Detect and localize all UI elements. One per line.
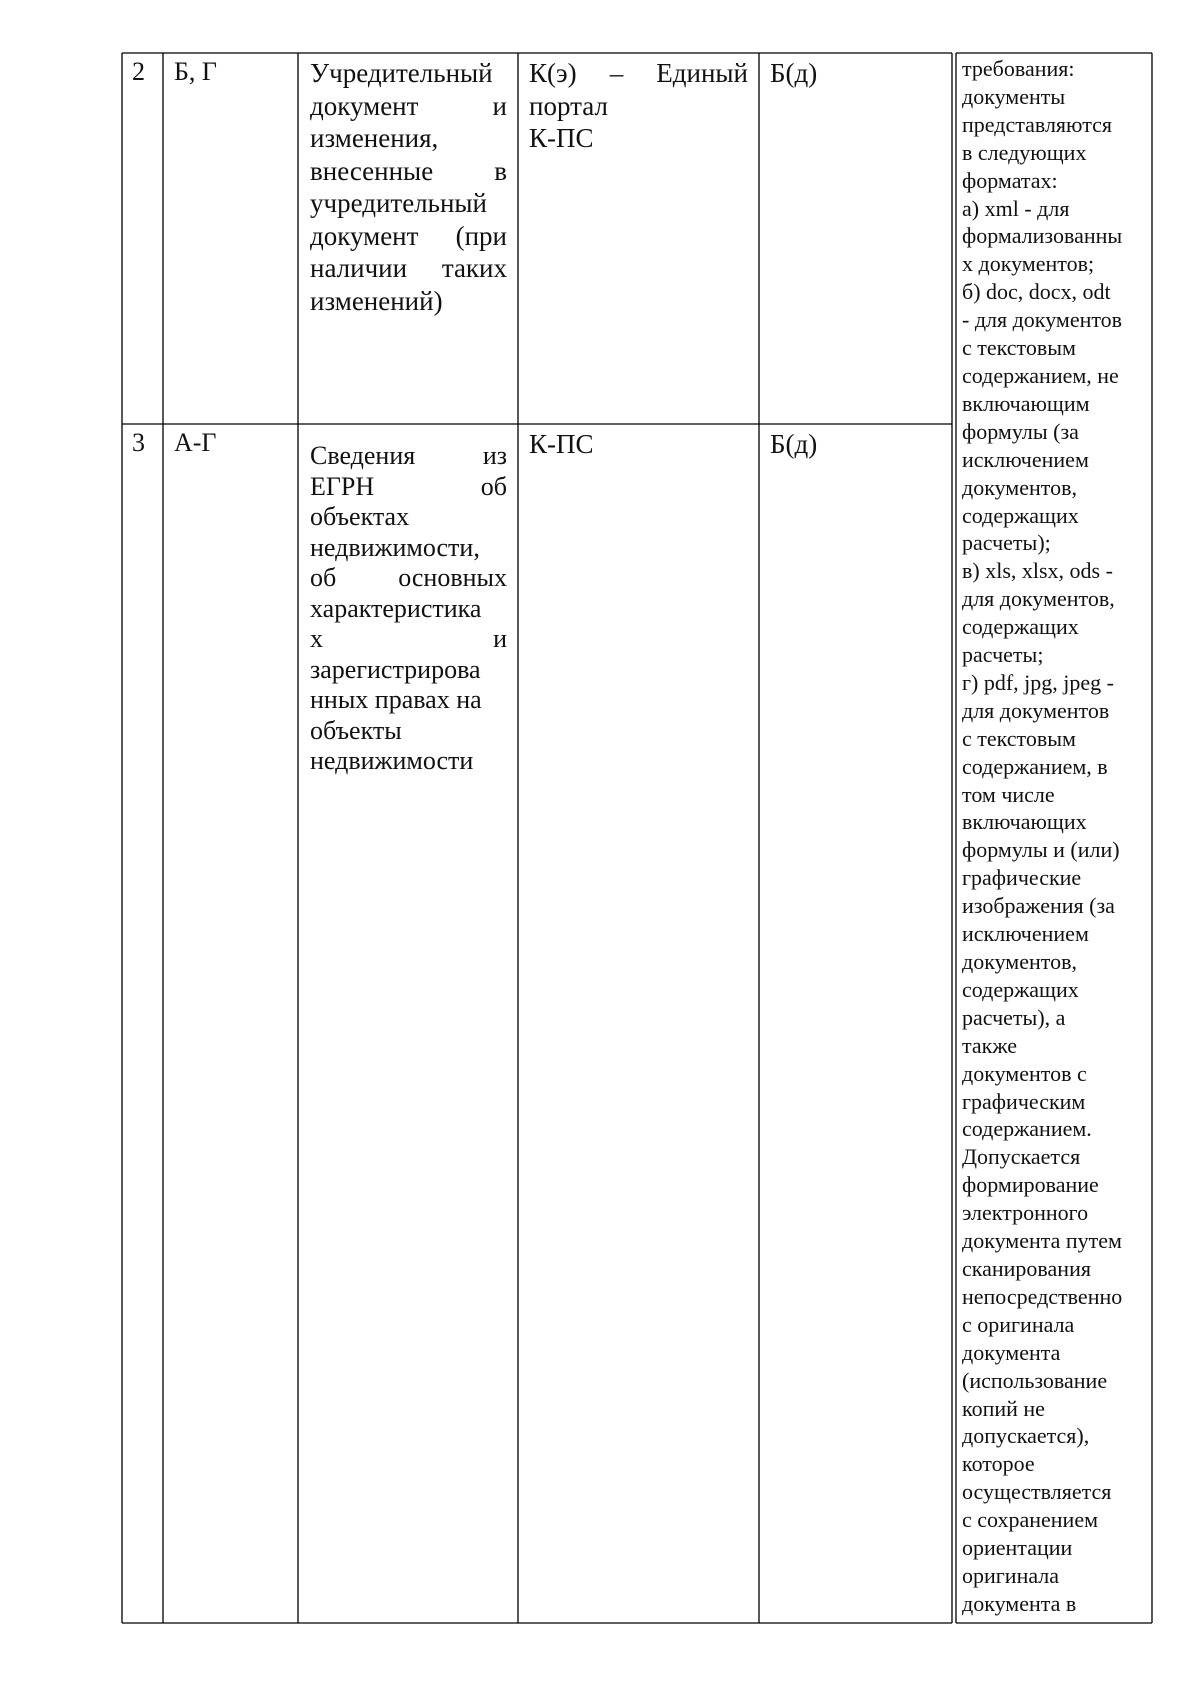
text-line: зарегистрирова xyxy=(310,654,481,684)
requirements-line: графическим xyxy=(962,1088,1086,1114)
text-line: документ и xyxy=(310,90,507,121)
requirements-line: также xyxy=(962,1032,1018,1058)
applicant-codes: А-Г xyxy=(174,428,217,457)
requirements-line: исключением xyxy=(962,921,1089,947)
text-line: объектах xyxy=(310,502,410,531)
text-line: учредительный xyxy=(310,188,488,218)
requirements-line: содержащих xyxy=(962,502,1079,528)
requirements-line: в следующих xyxy=(962,139,1087,165)
document-form: Б(д) xyxy=(770,429,818,459)
requirements-line: документов с xyxy=(962,1060,1087,1086)
requirements-line: документа в xyxy=(962,1590,1077,1616)
document-name xyxy=(310,441,507,777)
requirements-line: г) pdf, jpg, jpeg - xyxy=(962,669,1114,695)
requirements-line: копий не xyxy=(962,1395,1045,1421)
requirements-line: расчеты); xyxy=(962,530,1051,556)
submission-channel xyxy=(529,57,748,155)
requirements-line: содержащих xyxy=(962,614,1079,640)
text-line: К(э) – Единый xyxy=(529,58,748,88)
requirements-line: содержанием, в xyxy=(962,753,1108,779)
text-line: Учредительный xyxy=(310,58,493,88)
requirements-line: содержанием. xyxy=(962,1116,1092,1142)
requirements-line: в) xls, xlsx, ods - xyxy=(962,558,1113,584)
requirements-line: сканирования xyxy=(962,1255,1091,1281)
requirements-line: оригинала xyxy=(962,1562,1060,1588)
text-line: х и xyxy=(310,624,507,653)
requirements-line: допускается), xyxy=(962,1423,1090,1449)
document-name xyxy=(310,57,507,317)
requirements-line: формализованны xyxy=(962,223,1123,249)
applicant-codes: Б, Г xyxy=(174,57,217,86)
requirements-line: документов, xyxy=(962,949,1077,974)
submission-channel: К-ПС xyxy=(529,429,594,459)
requirements-line: с сохранением xyxy=(962,1507,1099,1533)
requirements-line: которое xyxy=(962,1451,1035,1477)
text-line: недвижимости, xyxy=(310,532,480,562)
requirements-line: включающим xyxy=(962,390,1090,416)
requirements-line: б) doc, docx, odt xyxy=(962,279,1111,305)
requirements-line: х документов; xyxy=(962,251,1095,277)
requirements-line: том числе xyxy=(962,781,1055,807)
requirements-line: расчеты; xyxy=(962,642,1044,668)
requirements-line: графические xyxy=(962,865,1082,891)
requirements-line: документы xyxy=(962,83,1066,109)
text-line: об основных xyxy=(310,563,507,592)
requirements-line: для документов, xyxy=(962,586,1115,612)
text-line: недвижимости xyxy=(310,746,474,775)
requirements-line: (использование xyxy=(962,1367,1108,1393)
text-line: изменения, xyxy=(310,123,439,153)
requirements-line: документа путем xyxy=(962,1228,1122,1254)
requirements-line: содержанием, не xyxy=(962,362,1119,388)
text-line: документ (при xyxy=(310,220,507,251)
requirements-line: формулы и (или) xyxy=(962,837,1120,863)
requirements-line: содержащих xyxy=(962,976,1079,1002)
requirements-line: документа xyxy=(962,1339,1061,1365)
requirements-line: электронного xyxy=(962,1200,1089,1226)
requirements-line: с текстовым xyxy=(962,335,1076,361)
requirements-line: представляются xyxy=(962,111,1112,137)
requirements-line: - для документов xyxy=(962,307,1123,333)
requirements-line: форматах: xyxy=(962,167,1058,193)
requirements-line: ориентации xyxy=(962,1535,1073,1561)
text-line: К-ПС xyxy=(529,123,594,153)
requirements-line: Допускается xyxy=(962,1144,1081,1170)
text-line: наличии таких xyxy=(310,253,507,283)
requirements-line: непосредственно xyxy=(962,1283,1123,1309)
text-line: ЕГРН об xyxy=(310,471,507,501)
document-form: Б(д) xyxy=(770,58,818,88)
requirements-line: включающих xyxy=(962,809,1087,835)
requirements-line: осуществляется xyxy=(962,1479,1112,1505)
requirements-line: требования: xyxy=(962,56,1075,81)
text-line: Сведения из xyxy=(310,441,507,470)
row-number: 3 xyxy=(132,428,145,457)
requirements-line: документов, xyxy=(962,474,1077,500)
text-line: характеристика xyxy=(310,593,482,623)
text-line: нных правах на xyxy=(310,685,482,714)
requirements-line: для документов xyxy=(962,697,1110,723)
requirements-line: изображения (за xyxy=(962,893,1115,919)
requirements-line: с оригинала xyxy=(962,1311,1075,1337)
text-line: изменений) xyxy=(310,285,443,316)
row-number: 2 xyxy=(132,57,145,86)
requirements-line: с текстовым xyxy=(962,725,1076,751)
format-requirements xyxy=(962,55,1150,1618)
requirements-line: формулы (за xyxy=(962,418,1079,444)
requirements-line: расчеты), а xyxy=(962,1004,1066,1030)
text-line: портал xyxy=(529,90,608,121)
requirements-line: исключением xyxy=(962,446,1089,472)
text-line: внесенные в xyxy=(310,155,507,186)
requirements-line: а) xml - для xyxy=(962,195,1070,221)
text-line: объекты xyxy=(310,715,402,745)
requirements-line: формирование xyxy=(962,1172,1099,1198)
